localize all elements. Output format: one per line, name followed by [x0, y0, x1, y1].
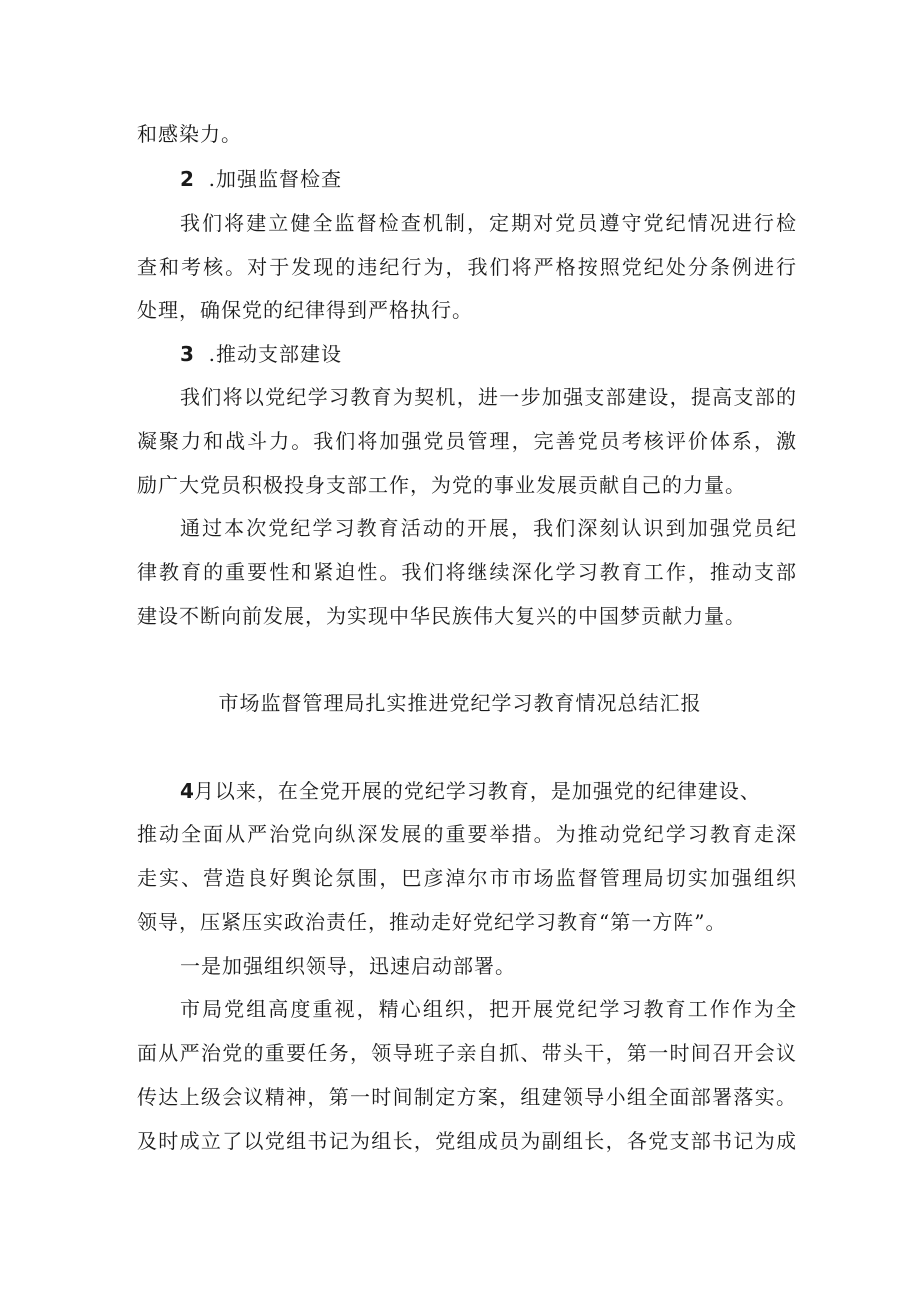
paragraph-line: 通过本次党纪学习教育活动的开展，我们深刻认识到加强党员纪	[180, 516, 797, 540]
paragraph-line: 处理，确保党的纪律得到严格执行。	[137, 298, 473, 322]
paragraph-line: 建设不断向前发展，为实现中华民族伟大复兴的中国梦贡献力量。	[137, 604, 746, 628]
document-title: 市场监督管理局扎实推进党纪学习教育情况总结汇报	[218, 691, 702, 715]
paragraph-line: 查和考核。对于发现的违纪行为，我们将严格按照党纪处分条例进行	[137, 255, 797, 279]
paragraph-line: 市局党组高度重视，精心组织，把开展党纪学习教育工作作为全	[180, 997, 797, 1021]
paragraph-line: 我们将建立健全监督检查机制，定期对党员遵守党纪情况进行检	[180, 211, 797, 235]
heading-2	[180, 166, 797, 192]
paragraph-line: 我们将以党纪学习教育为契机，进一步加强支部建设，提高支部的	[180, 385, 797, 409]
paragraph-line: 传达上级会议精神，第一时间制定方案，组建领导小组全面部署落实。	[137, 1085, 797, 1109]
paragraph-line: 律教育的重要性和紧迫性。我们将继续深化学习教育工作，推动支部	[137, 560, 797, 584]
heading-3	[180, 341, 797, 367]
heading-2-number: 2	[180, 167, 194, 191]
paragraph-line: 凝聚力和战斗力。我们将加强党员管理，完善党员考核评价体系，激	[137, 429, 797, 453]
intro-text: 月以来，在全党开展的党纪学习教育，是加强党的纪律建设、	[193, 779, 761, 803]
intro-number: 4	[180, 779, 194, 803]
paragraph-continuation: 和感染力。	[137, 122, 242, 146]
point-heading: 一是加强组织领导，迅速启动部署。	[180, 954, 516, 978]
paragraph-line: 励广大党员积极投身支部工作，为党的事业发展贡献自己的力量。	[137, 473, 746, 497]
paragraph-line: 面从严治党的重要任务，领导班子亲自抓、带头干，第一时间召开会议	[137, 1041, 797, 1065]
heading-3-number: 3	[180, 342, 194, 366]
paragraph-line: 及时成立了以党组书记为组长，党组成员为副组长，各党支部书记为成	[137, 1129, 797, 1153]
paragraph-line: 领导，压紧压实政治责任，推动走好党纪学习教育“第一方阵”。	[137, 910, 727, 934]
heading-2-text: .加强监督检查	[208, 167, 342, 191]
intro-line	[180, 778, 797, 804]
paragraph-line: 推动全面从严治党向纵深发展的重要举措。为推动党纪学习教育走深	[137, 822, 797, 846]
paragraph-line: 走实、营造良好舆论氛围，巴彦淖尔市市场监督管理局切实加强组织	[137, 866, 797, 890]
heading-3-text: .推动支部建设	[208, 342, 342, 366]
